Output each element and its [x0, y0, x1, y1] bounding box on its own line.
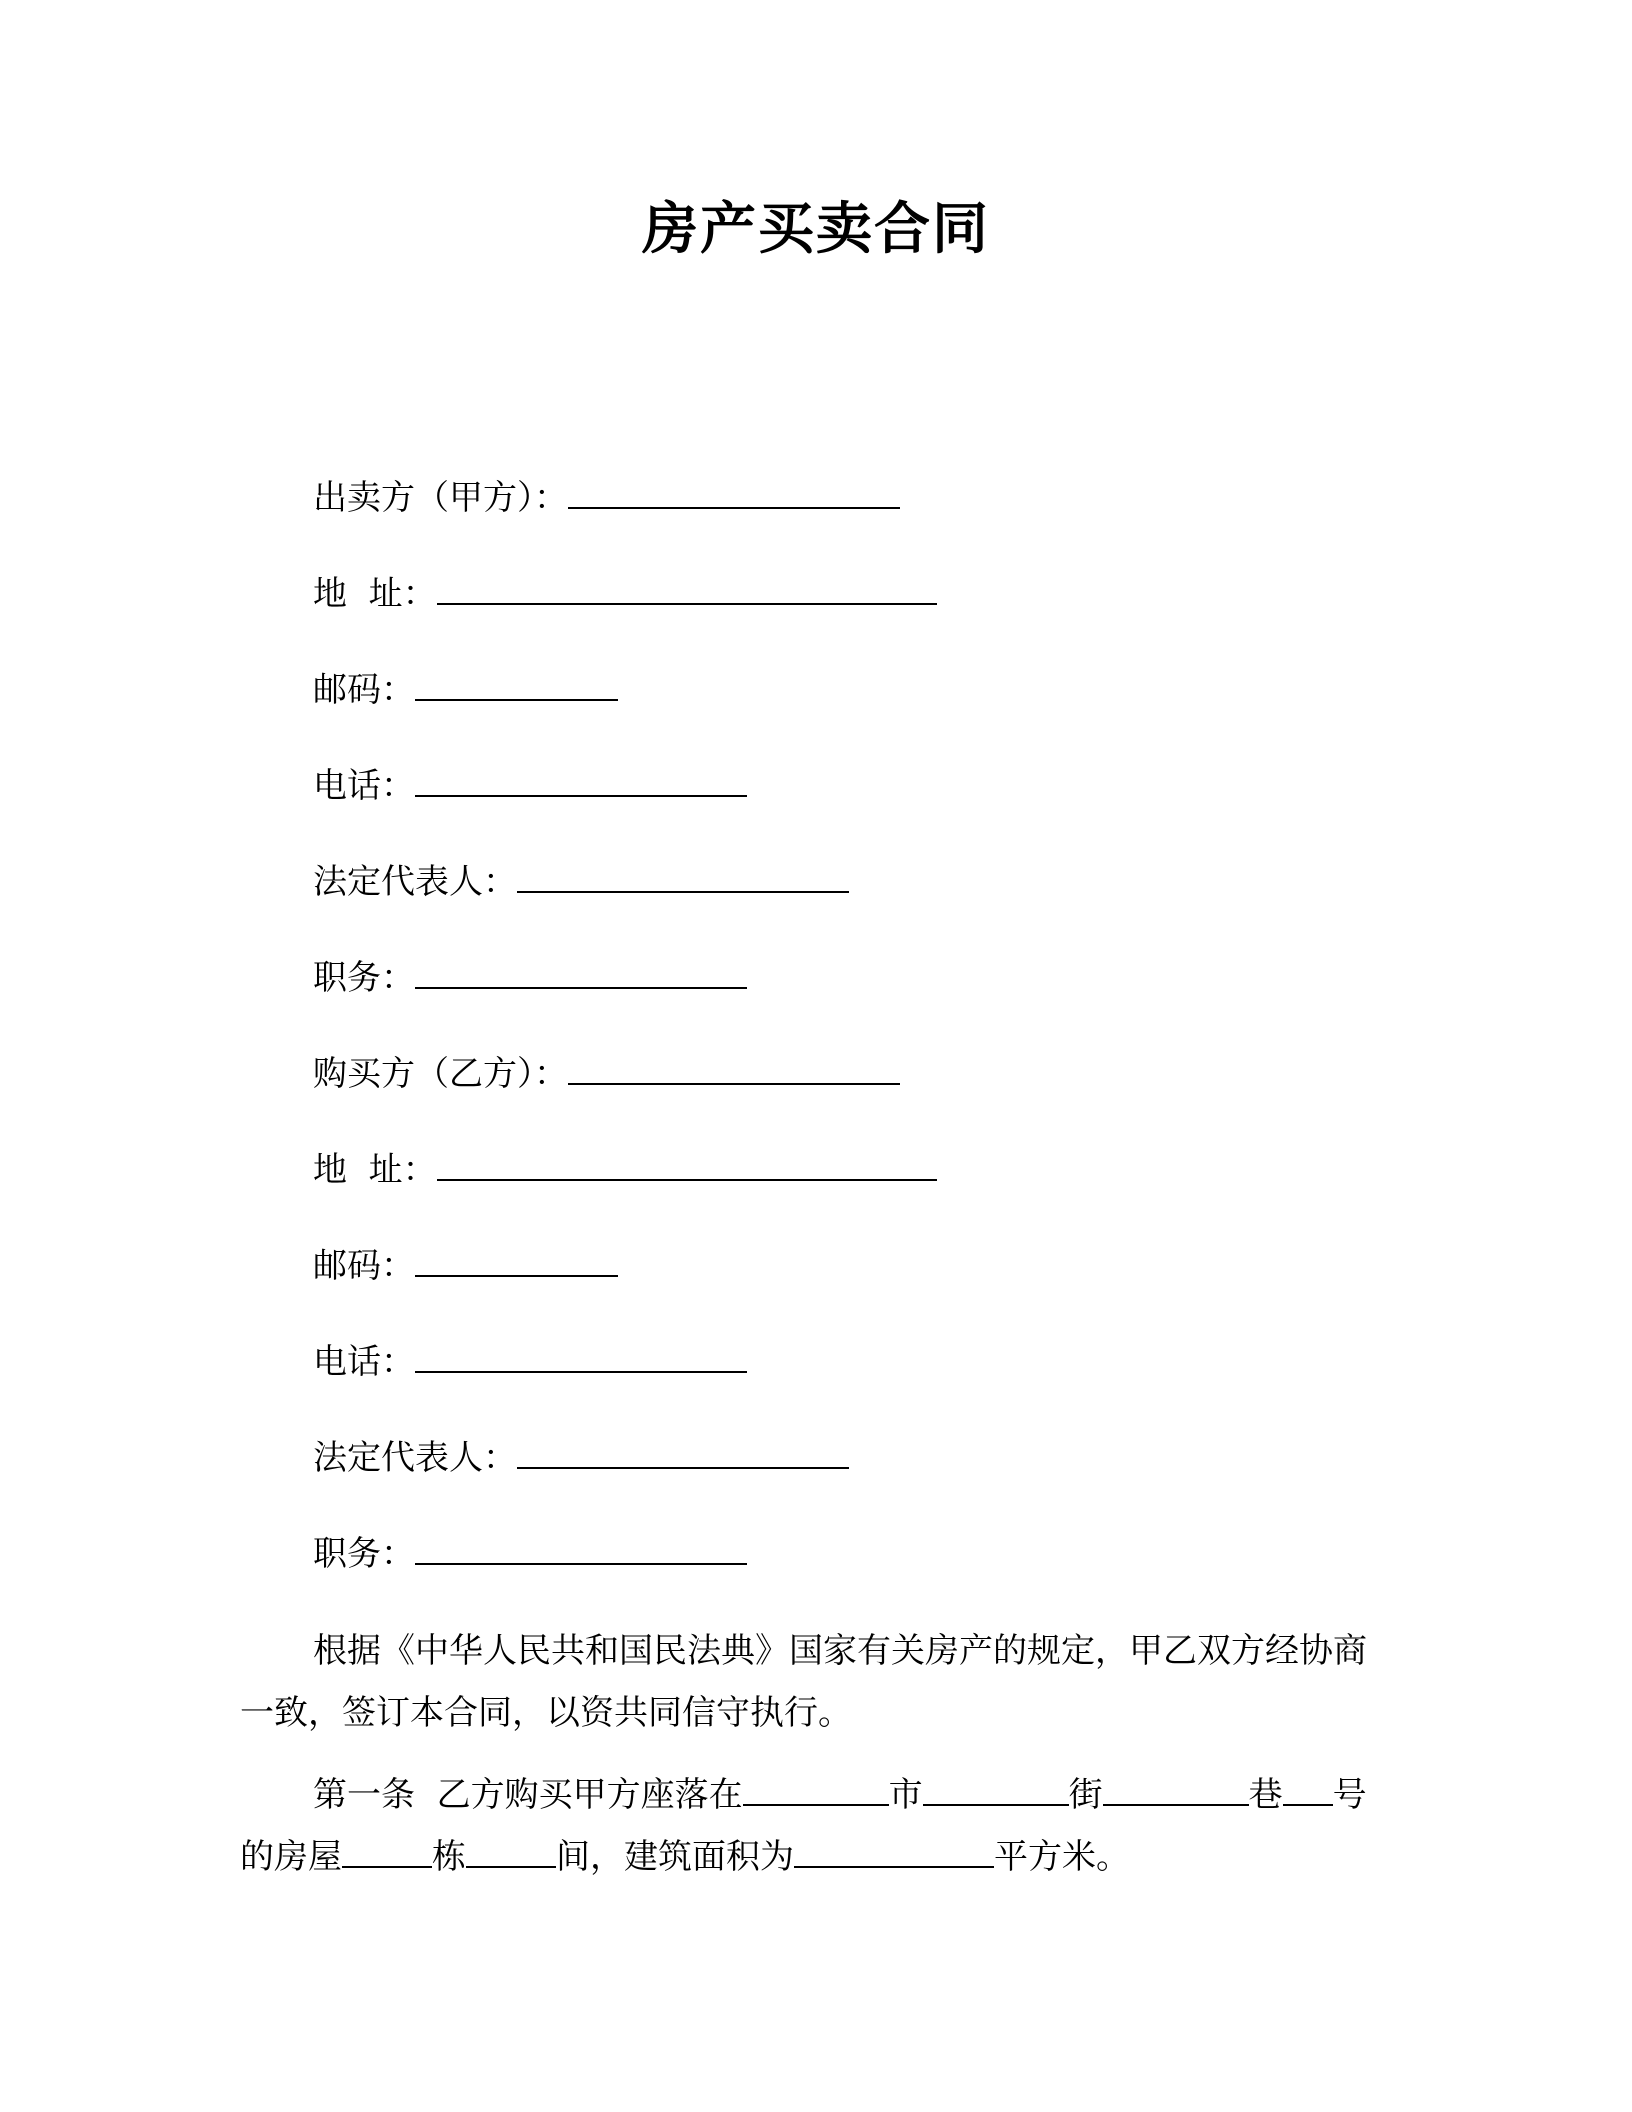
buyer-legal-rep-label: 法定代表人：: [313, 1438, 517, 1478]
seller-postcode-blank[interactable]: [415, 661, 618, 701]
buyer-postcode-label: 邮码：: [313, 1246, 415, 1286]
buyer-position-field: [313, 1525, 747, 1579]
article-1-prefix: 第一条 乙方购买甲方座落在: [313, 1775, 743, 1815]
seller-address-blank[interactable]: [437, 565, 937, 605]
buyer-party-field: [313, 1045, 900, 1099]
area-unit-label: 平方米。: [994, 1837, 1130, 1877]
city-label: 市: [888, 1775, 923, 1815]
document-title: 房产买卖合同: [642, 197, 990, 262]
lane-blank[interactable]: [1103, 1772, 1249, 1806]
buyer-position-blank[interactable]: [415, 1525, 747, 1565]
street-blank[interactable]: [923, 1772, 1069, 1806]
buyer-legal-rep-field: [313, 1429, 849, 1483]
house-label: 号的房屋: [240, 1775, 1367, 1877]
room-blank[interactable]: [466, 1834, 556, 1868]
house-number-blank[interactable]: [1283, 1772, 1333, 1806]
seller-postcode-field: [313, 661, 618, 715]
seller-postcode-label: 邮码：: [313, 670, 415, 710]
seller-phone-label: 电话：: [313, 766, 415, 806]
buyer-postcode-blank[interactable]: [415, 1237, 618, 1277]
seller-position-field: [313, 949, 747, 1003]
seller-address-field: [313, 565, 937, 619]
seller-legal-rep-blank[interactable]: [517, 853, 849, 893]
buyer-phone-blank[interactable]: [415, 1333, 747, 1373]
seller-position-blank[interactable]: [415, 949, 747, 989]
buyer-legal-rep-blank[interactable]: [517, 1429, 849, 1469]
seller-party-blank[interactable]: [568, 469, 900, 509]
building-blank[interactable]: [342, 1834, 432, 1868]
buyer-party-label: 购买方（乙方）：: [313, 1054, 568, 1094]
buyer-party-blank[interactable]: [568, 1045, 900, 1085]
article-1-paragraph: [240, 1764, 1386, 1888]
seller-address-label: 地 址：: [313, 574, 437, 614]
seller-position-label: 职务：: [313, 958, 415, 998]
buyer-address-label: 地 址：: [313, 1150, 437, 1190]
seller-party-label: 出卖方（甲方）：: [313, 478, 568, 518]
seller-phone-field: [313, 757, 747, 811]
street-label: 街: [1068, 1775, 1103, 1815]
buyer-phone-field: [313, 1333, 747, 1387]
buyer-phone-label: 电话：: [313, 1342, 415, 1382]
area-blank[interactable]: [794, 1834, 994, 1868]
lane-label: 巷: [1248, 1775, 1283, 1815]
seller-legal-rep-field: [313, 853, 849, 907]
preamble-paragraph: 根据《中华人民共和国民法典》国家有关房产的规定，甲乙双方经协商一致，签订本合同，以资共同信守执行。: [240, 1631, 1367, 1733]
buyer-address-blank[interactable]: [437, 1141, 937, 1181]
seller-phone-blank[interactable]: [415, 757, 747, 797]
city-blank[interactable]: [743, 1772, 889, 1806]
building-label: 栋: [432, 1837, 466, 1877]
seller-legal-rep-label: 法定代表人：: [313, 862, 517, 902]
buyer-postcode-field: [313, 1237, 618, 1291]
buyer-position-label: 职务：: [313, 1534, 415, 1574]
buyer-address-field: [313, 1141, 937, 1195]
seller-party-field: [313, 469, 900, 523]
room-label: 间，建筑面积为: [556, 1837, 794, 1877]
